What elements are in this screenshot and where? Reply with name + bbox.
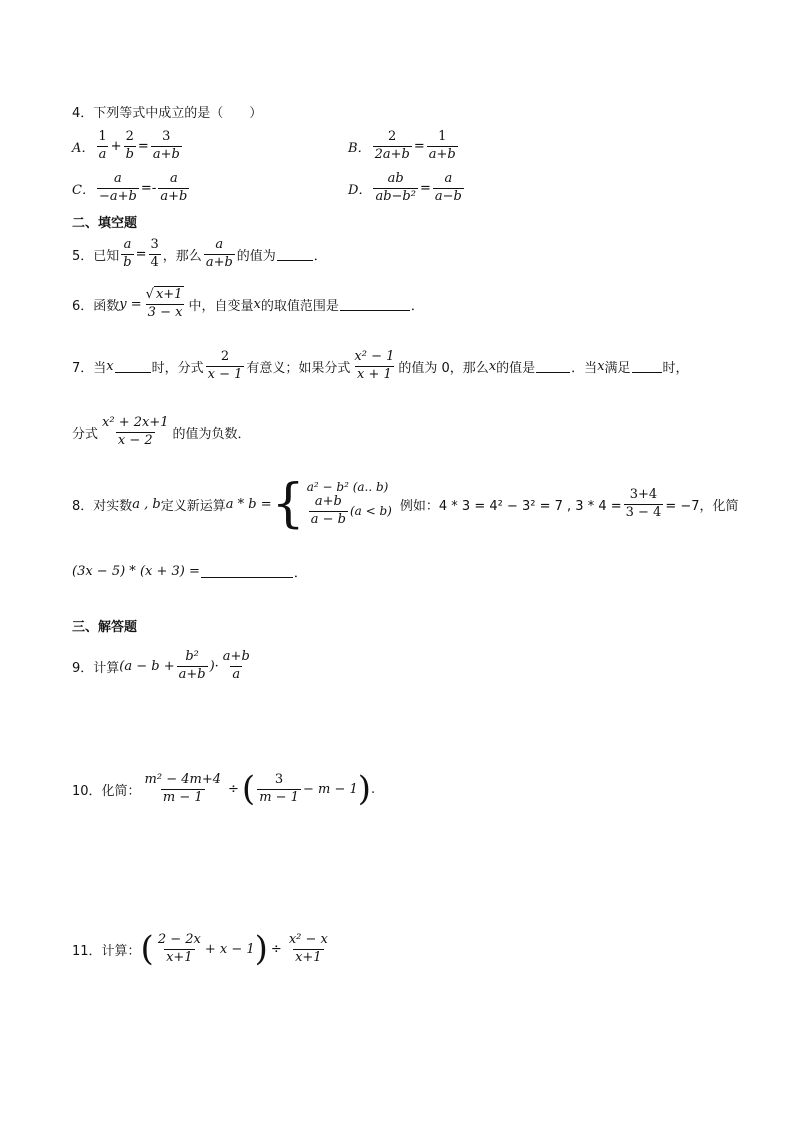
fraction: $\frac{a}{a+b}$ <box>160 171 188 204</box>
fraction: $\frac{a+b}{a}$ <box>222 649 250 682</box>
fraction: $\frac{3+4}{3 - 4}$ <box>625 486 662 520</box>
answer-blank[interactable] <box>632 360 662 373</box>
answer-blank[interactable] <box>340 298 410 311</box>
answer-blank[interactable] <box>277 248 313 261</box>
q4-b-label: B． <box>348 140 371 156</box>
left-paren: ( <box>140 929 154 969</box>
section-solve-heading: 三、解答题 <box>72 620 138 635</box>
fraction: $\frac{3}{a+b}$ <box>152 129 180 162</box>
fraction: $\frac{\text{b²}}{a+b}$ <box>178 649 206 682</box>
question-7-line-2: 分式 $\frac{\text{x² + 2x+1}}{x - 2}$ 的值为负数． <box>72 415 251 448</box>
q4-stem-text: 4．下列等式中成立的是（ ） <box>72 106 263 121</box>
q4-c-label: C． <box>72 182 95 198</box>
question-8-line-1: 8．对实数 a , b 定义新运算 a * b = { a² − b² (a.. b) $\frac{a+b}{a - b}$ (a < b) 例如：4 * 3 = 4² − 3² = 7 , 3 * 4 = $\frac{3+4}{3 - 4}$ = −7，化简 <box>72 474 739 534</box>
question-10: 10．化简： $\frac{\text{m² − 4m+4}}{m - 1}$ ÷ ( $\frac{3}{m - 1}$ − m − 1 ) . <box>72 769 376 809</box>
fraction: $\frac{a}{-a+b}$ <box>98 171 137 204</box>
question-9: 9．计算 (a − b + $\frac{\text{b²}}{a+b}$ )· $\frac{a+b}{a}$ <box>72 649 250 682</box>
fraction: $\frac{2}{2a+b}$ <box>374 129 410 162</box>
piecewise-cases: a² − b² (a.. b) $\frac{a+b}{a - b}$ (a < b) <box>306 480 392 527</box>
fraction: $\frac{√ x+1}{3 - x}$ <box>145 287 183 320</box>
left-paren: ( <box>241 769 256 809</box>
fraction: $\frac{2 - 2x}{x+1}$ <box>157 931 201 965</box>
question-5: 5．已知 $\frac{a}{b}$ = $\frac{3}{4}$ ，那么 $\frac{a}{a+b}$ 的值为 ． <box>72 237 327 270</box>
question-4-stem <box>72 102 262 121</box>
left-brace: { <box>271 474 305 534</box>
question-6: 6．函数 y = $\frac{√ x+1}{3 - x}$ 中，自变量 x 的取值范围是 ． <box>72 287 424 320</box>
question-7-line-1: 7．当 x 时，分式 $\frac{2}{x - 1}$ 有意义；如果分式 $\frac{\text{x² − 1}}{x + 1}$ 的值为 0，那么 x 的值是 ．当 x 满足 时， <box>72 349 689 382</box>
q4-option-b: B． $\frac{2}{2a+b}$ = $\frac{1}{a+b}$ <box>348 129 456 162</box>
answer-blank[interactable] <box>536 360 570 373</box>
answer-blank[interactable] <box>115 360 151 373</box>
section-fill-in-heading: 二、填空题 <box>72 216 138 231</box>
fraction: $\frac{1}{a}$ <box>98 129 107 162</box>
q4-option-c: C． $\frac{a}{-a+b}$ =- $\frac{a}{a+b}$ <box>72 171 188 204</box>
q4-option-d: D． $\frac{ab}{\text{ab−b²}}$ = $\frac{a}{a-b}$ <box>348 171 462 204</box>
fraction: $\frac{a}{a-b}$ <box>434 171 462 204</box>
right-paren: ) <box>357 769 371 809</box>
fraction: $\frac{a}{a+b}$ <box>205 237 233 270</box>
fraction: $\frac{\text{x² − x}}{x+1}$ <box>288 931 328 965</box>
fraction: $\frac{3}{4}$ <box>150 237 159 270</box>
fraction: $\frac{2}{b}$ <box>125 129 134 162</box>
fraction: $\frac{2}{x - 1}$ <box>207 349 243 382</box>
fraction: $\frac{\text{m² − 4m+4}}{m - 1}$ <box>144 771 222 805</box>
question-8-line-2: (3x − 5) * (x + 3) = ． <box>72 564 307 581</box>
q4-option-a: A． $\frac{1}{a}$ + $\frac{2}{b}$ = $\frac{3}{a+b}$ <box>72 129 180 162</box>
fraction: $\frac{\text{x² − 1}}{x + 1}$ <box>354 349 395 382</box>
question-11: 11．计算： ( $\frac{2 - 2x}{x+1}$ + x − 1 ) ÷ $\frac{\text{x² − x}}{x+1}$ <box>72 929 328 969</box>
fraction: $\frac{3}{m - 1}$ <box>259 771 299 805</box>
answer-blank[interactable] <box>201 565 293 578</box>
right-paren: ) <box>254 929 268 969</box>
fraction: $\frac{1}{a+b}$ <box>428 129 456 162</box>
fraction: $\frac{a}{b}$ <box>123 237 132 270</box>
q4-d-label: D． <box>348 182 372 198</box>
fraction: $\frac{\text{x² + 2x+1}}{x - 2}$ <box>102 415 169 448</box>
fraction: $\frac{ab}{\text{ab−b²}}$ <box>375 171 416 204</box>
q4-a-label: A． <box>72 140 95 156</box>
